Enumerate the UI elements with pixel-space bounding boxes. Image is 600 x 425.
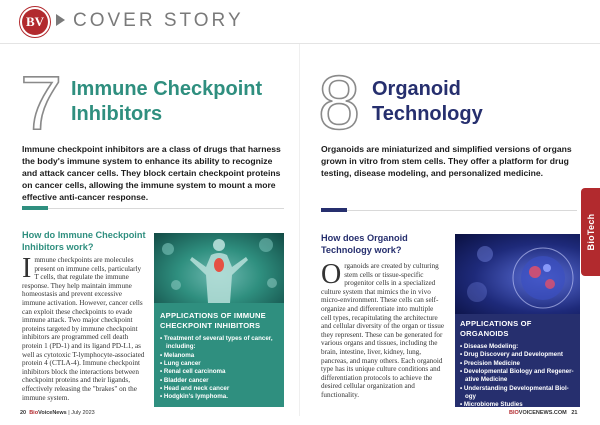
footer-brand-prefix: Bio <box>29 410 39 416</box>
bv-logo-icon[interactable]: BV <box>22 9 48 35</box>
left-body-text: mmune checkpoints are molecules present on immune cells, particularly T cells, that regulate the immune response. They help maintain immune homeostasis and prevent excessive immune activation. However, cancer cells can exploit these checkpoints to evade immune attack. Two major checkpoint proteins targeted by immune checkpoint inhibitors are programmed cell death protein 1 (PD-1) and its ligand PD-L1, as well as cytotoxic T-lymphocyte-associated protein 4 (CTLA-4). Immune checkpoint inhibitors block the interactions between checkpoint proteins and their ligands, effectively releasing the "brakes" on the immune system. <box>22 256 145 402</box>
footer-brand-suffix: VoiceNews <box>38 410 67 416</box>
left-applications-list <box>160 335 278 401</box>
left-footer <box>20 409 95 417</box>
list-item: • Treatment of several types of cancer, <box>160 335 273 343</box>
list-item: • Hodgkin's lymphoma. <box>160 393 228 401</box>
list-item: • Renal cell carcinoma <box>160 368 226 376</box>
right-accent-bar <box>321 208 347 212</box>
left-applications-box <box>154 303 284 407</box>
list-item: • Precision Medicine <box>460 359 520 367</box>
right-applications-box <box>455 314 580 407</box>
right-body <box>321 259 445 400</box>
human-figure-icon <box>154 233 284 303</box>
left-dropcap: I <box>22 253 32 284</box>
organoid-cell-icon <box>455 234 580 314</box>
footer-date: | July 2023 <box>68 410 95 416</box>
list-item: • Disease Modeling: <box>460 343 519 351</box>
article-number-7: 7 <box>20 61 63 146</box>
play-arrow-icon <box>56 14 65 26</box>
list-item: including: <box>166 343 196 351</box>
right-applications-list <box>460 343 575 409</box>
left-subhead-line1: How do Immune Checkpoint <box>22 230 146 240</box>
left-intro: Immune checkpoint inhibitors are a class of drugs that harness the body's immune system to enhance its ability to recognize and attack cancer cells. They block certain checkpoint proteins on cancer cells, allowing the immune system to mount a more effective anti-cancer response. <box>22 144 281 202</box>
right-subhead-line2: Technology work? <box>321 245 402 255</box>
side-tab-label: BioTech <box>585 213 596 251</box>
left-box-title <box>160 311 278 330</box>
right-body-text: rganoids are created by culturing stem cells or tissue-specific progenitor cells in a specialized culture system that mimics the in vivo micro-environment. These cells can self-organize and differentiate into multiple cell types, recapitulating the architecture and cellular diversity of the organ or tissue they represent. These can be generated for various organs and tissues, including the brain, intestine, liver, kidney, lung, pancreas, and many others. Each organoid type has its unique culture conditions and differentiation protocols to achieve the desired cellular organization and functionality. <box>321 262 445 399</box>
list-item: • Understanding Developmental Biol- <box>460 384 569 392</box>
biotech-side-tab[interactable] <box>581 188 600 276</box>
right-dropcap: O <box>321 259 342 290</box>
list-item: • Lung cancer <box>160 360 201 368</box>
right-title-line2: Technology <box>372 103 483 125</box>
right-subhead-line1: How does Organoid <box>321 233 408 243</box>
footer-site-suffix[interactable]: VOICENEWS.COM <box>518 410 567 416</box>
list-item: ative Medicine <box>465 376 508 384</box>
section-title: COVER STORY <box>73 10 244 31</box>
list-item: • Developmental Biology and Regener- <box>460 368 574 376</box>
page-spine <box>299 44 300 416</box>
footer-site-prefix[interactable]: BIO <box>509 410 519 416</box>
left-title-line1: Immune Checkpoint <box>71 78 263 100</box>
organoid-illustration <box>455 234 580 314</box>
right-title <box>372 77 483 127</box>
left-body <box>22 253 146 402</box>
left-box-title-line1: APPLICATIONS OF IMMUNE <box>160 311 266 320</box>
list-item: • Drug Discovery and Development <box>460 351 563 359</box>
left-box-title-line2: CHECKPOINT INHIBITORS <box>160 320 261 330</box>
immune-system-illustration <box>154 233 284 303</box>
right-page-number: 21 <box>571 410 578 416</box>
left-page-number: 20 <box>20 410 27 416</box>
right-box-title: APPLICATIONS OF ORGANOIDS <box>460 319 532 338</box>
right-rule <box>347 210 577 211</box>
list-item: • Microbiome Studies <box>460 401 523 409</box>
list-item: • Melanoma <box>160 351 195 359</box>
left-accent-bar <box>22 206 48 210</box>
left-subhead <box>22 229 146 253</box>
list-item: • Head and neck cancer <box>160 384 230 392</box>
page-header <box>0 0 600 52</box>
list-item: ogy <box>465 392 477 400</box>
article-number-8: 8 <box>318 61 361 146</box>
right-footer <box>509 409 577 417</box>
left-title <box>71 77 262 127</box>
right-title-line1: Organoid <box>372 78 461 100</box>
left-title-line2: Inhibitors <box>71 103 163 125</box>
list-item: • Bladder cancer <box>160 376 209 384</box>
right-subhead <box>321 232 408 256</box>
left-subhead-line2: Inhibitors work? <box>22 242 94 252</box>
header-divider <box>0 43 600 44</box>
left-rule <box>48 208 284 209</box>
right-intro: Organoids are miniaturized and simplified versions of organs grown in vitro from stem cells. They offer a platform for drug testing, disease modeling, and personalized medicine. <box>321 144 572 178</box>
